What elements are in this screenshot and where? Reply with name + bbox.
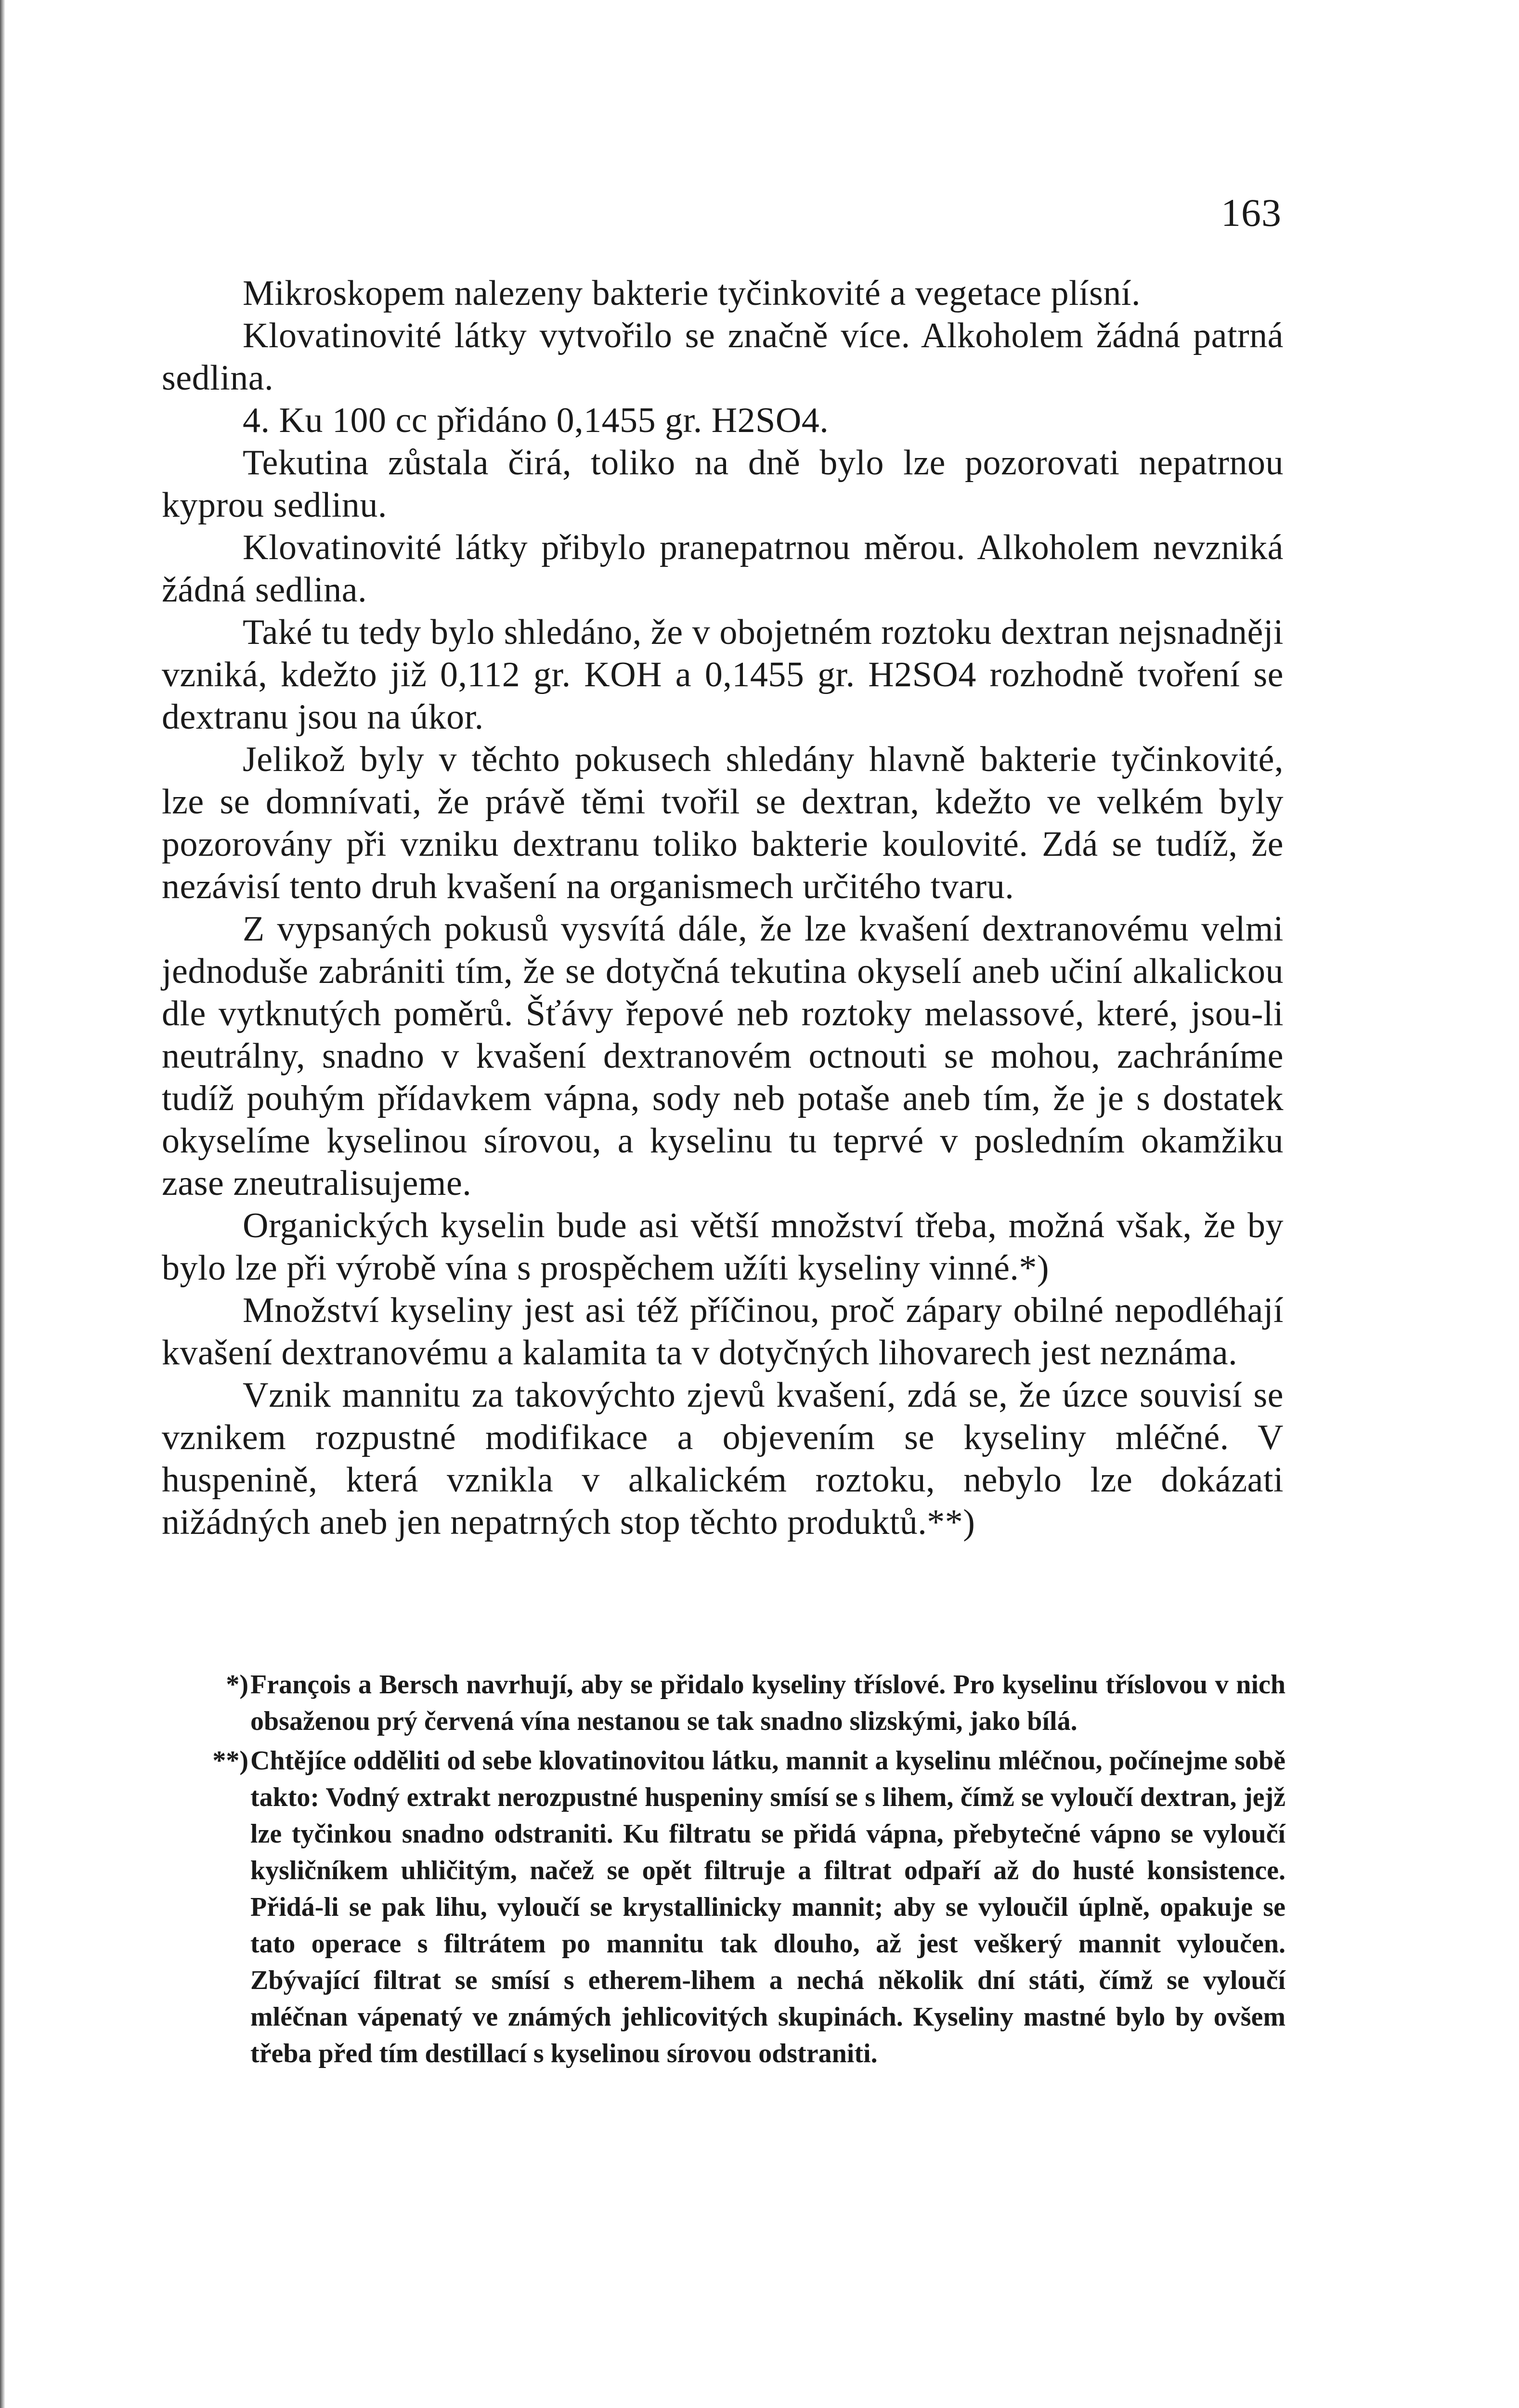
paragraph: Množství kyseliny jest asi též příčinou, proč zápary obilné nepodléhají kvašení dextranovému a kalamita ta v dotyčných lihovarech jest neznáma. [162, 1291, 1284, 1373]
footnote [207, 1742, 1285, 2072]
paragraph: Také tu tedy bylo shledáno, že v obojetném roztoku dextran nejsnadněji vzniká, kdežto již 0,112 gr. KOH a 0,1455 gr. H2SO4 rozhodně tvoření se dextranu jsou na úkor. [162, 613, 1284, 737]
footnotes [207, 1666, 1285, 2075]
paragraph: Mikroskopem nalezeny bakterie tyčinkovité a vegetace plísní. [243, 274, 1141, 313]
paragraph: Tekutina zůstala čirá, toliko na dně bylo lze pozorovati nepatrnou kyprou sedlinu. [162, 443, 1284, 525]
footnote [207, 1666, 1285, 1740]
page-number: 163 [1221, 191, 1282, 235]
paragraph: 4. Ku 100 cc přidáno 0,1455 gr. H2SO4. [243, 401, 829, 440]
paragraph: Organických kyselin bude asi větší množství třeba, možná však, že by bylo lze při výrobě vína s prospěchem užíti kyseliny vinné.*) [162, 1206, 1284, 1288]
footnote-text: Chtějíce odděliti od sebe klovatinovitou látku, mannit a kyselinu mléčnou, počínejme sobě takto: Vodný extrakt nerozpustné huspeniny smísí se s lihem, čímž se vyloučí dextran, jejž lze tyčinkou snadno odstraniti. Ku filtratu se přidá vápna, přebytečné vápno se vyloučí kysličníkem uhličitým, načež se opět filtruje a filtrat odpaří až do husté konsistence. Přidá-li se pak lihu, vyloučí se krystallinicky mannit; aby se vyloučil úplně, opakuje se tato operace s filtrátem po mannitu tak dlouho, až jest veškerý mannit vyloučen. Zbývající filtrat se smísí s etherem-lihem a nechá několik dní státi, čímž se vyloučí mléčnan vápenatý ve známých jehlicovitých skupinách. Kyseliny mastné bylo by ovšem třeba před tím destillací s kyselinou sírovou odstraniti. [250, 1746, 1285, 2068]
paragraph: Klovatinovité látky přibylo pranepatrnou měrou. Alkoholem nevzniká žádná sedlina. [162, 528, 1284, 610]
footnote-text: François a Bersch navrhují, aby se přidalo kyseliny tříslové. Pro kyselinu tříslovou v nich obsaženou prý červená vína nestanou se tak snadno slizskými, jako bílá. [250, 1670, 1285, 1736]
body-text [162, 272, 1284, 1544]
page-left-edge [0, 0, 5, 2408]
paragraph: Klovatinovité látky vytvořilo se značně více. Alkoholem žádná patrná sedlina. [162, 316, 1284, 398]
paragraph: Jelikož byly v těchto pokusech shledány hlavně bakterie tyčinkovité, lze se domnívati, že právě těmi tvořil se dextran, kdežto ve velkém byly pozorovány při vzniku dextranu toliko bakterie koulovité. Zdá se tudíž, že nezávisí tento druh kvašení na organismech určitého tvaru. [162, 740, 1284, 906]
footnote-marker: **) [212, 1746, 248, 1776]
paragraph: Vznik mannitu za takovýchto zjevů kvašení, zdá se, že úzce souvisí se vznikem rozpustné modifikace a objevením se kyseliny mléčné. V huspenině, která vznikla v alkalickém roztoku, nebylo lze dokázati nižádných aneb jen nepatrných stop těchto produktů.**) [162, 1375, 1284, 1542]
paragraph: Z vypsaných pokusů vysvítá dále, že lze kvašení dextranovému velmi jednoduše zabrániti tím, že se dotyčná tekutina okyselí aneb učiní alkalickou dle vytknutých poměrů. Šťávy řepové neb roztoky melassové, které, jsou-li neutrálny, snadno v kvašení dextranovém octnouti se mohou, zachráníme tudíž pouhým přídavkem vápna, sody neb potaše aneb tím, že je s dostatek okyselíme kyselinou sírovou, a kyselinu tu teprvé v posledním okamžiku zase zneutralisujeme. [162, 909, 1284, 1203]
footnote-marker: *) [226, 1670, 248, 1700]
